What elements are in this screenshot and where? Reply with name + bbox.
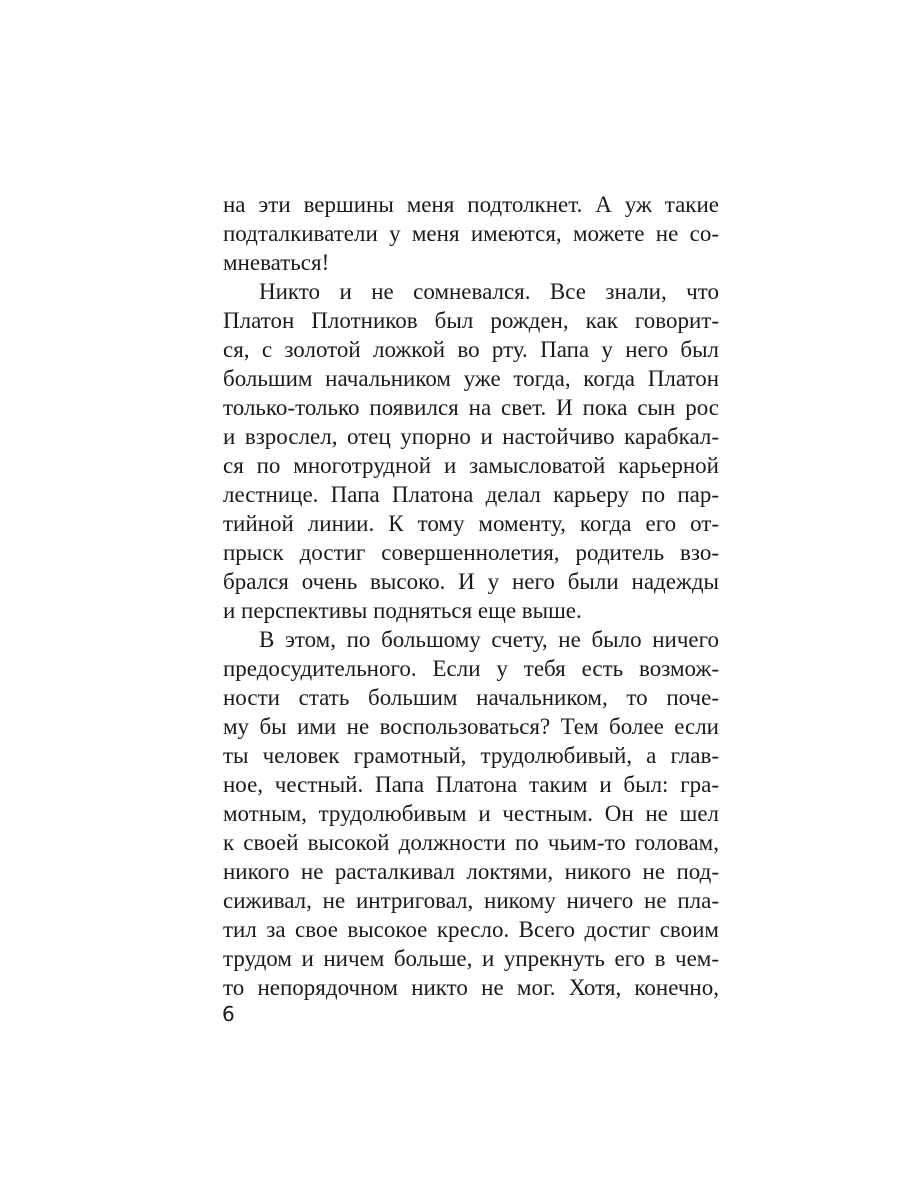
text-line: лестнице. Папа Платона делал карьеру по пар- [223, 482, 719, 507]
text-line: ности стать большим начальником, то поче- [223, 685, 719, 710]
text-line: подталкиватели у меня имеются, можете не со- [223, 221, 719, 246]
text-line: и взрослел, отец упорно и настойчиво карабкал- [223, 424, 719, 449]
text-line: никого не расталкивал локтями, никого не под- [223, 859, 719, 884]
text-line: ное, честный. Папа Платона таким и был: гра- [223, 772, 719, 797]
text-line: только-только появился на свет. И пока сын рос [223, 395, 719, 420]
text-line: предосудительного. Если у тебя есть возмож- [223, 656, 719, 681]
text-line: му бы ими не воспользоваться? Тем более если [223, 714, 719, 739]
text-line: мневаться! [223, 250, 330, 275]
text-line: тил за свое высокое кресло. Всего достиг своим [223, 917, 719, 942]
text-line: брался очень высоко. И у него были надежды [223, 569, 719, 594]
text-line: Никто и не сомневался. Все знали, что [259, 279, 719, 304]
text-line: ся, с золотой ложкой во рту. Папа у него был [223, 337, 719, 362]
text-line: прыск достиг совершеннолетия, родитель взо- [223, 540, 719, 565]
text-line: и перспективы подняться еще выше. [223, 598, 582, 623]
text-line: мотным, трудолюбивым и честным. Он не шел [223, 801, 719, 826]
text-line: сиживал, не интриговал, никому ничего не пла- [223, 888, 719, 913]
text-line: к своей высокой должности по чьим-то головам, [223, 830, 719, 855]
page-number: 6 [222, 1002, 235, 1026]
text-line: большим начальником уже тогда, когда Платон [223, 366, 719, 391]
text-line: ся по многотрудной и замысловатой карьерной [223, 453, 719, 478]
text-line: трудом и ничем больше, и упрекнуть его в чем- [223, 946, 719, 971]
text-line: Платон Плотников был рожден, как говорит- [223, 308, 719, 333]
text-line: тийной линии. К тому моменту, когда его от- [223, 511, 719, 536]
text-line: В этом, по большому счету, не было ничего [259, 627, 719, 652]
text-line: на эти вершины меня подтолкнет. А уж такие [223, 192, 719, 217]
body-text [223, 190, 719, 1002]
text-line: ты человек грамотный, трудолюбивый, а глав- [223, 743, 719, 768]
text-line: то непорядочном никто не мог. Хотя, конечно, [223, 975, 719, 1000]
